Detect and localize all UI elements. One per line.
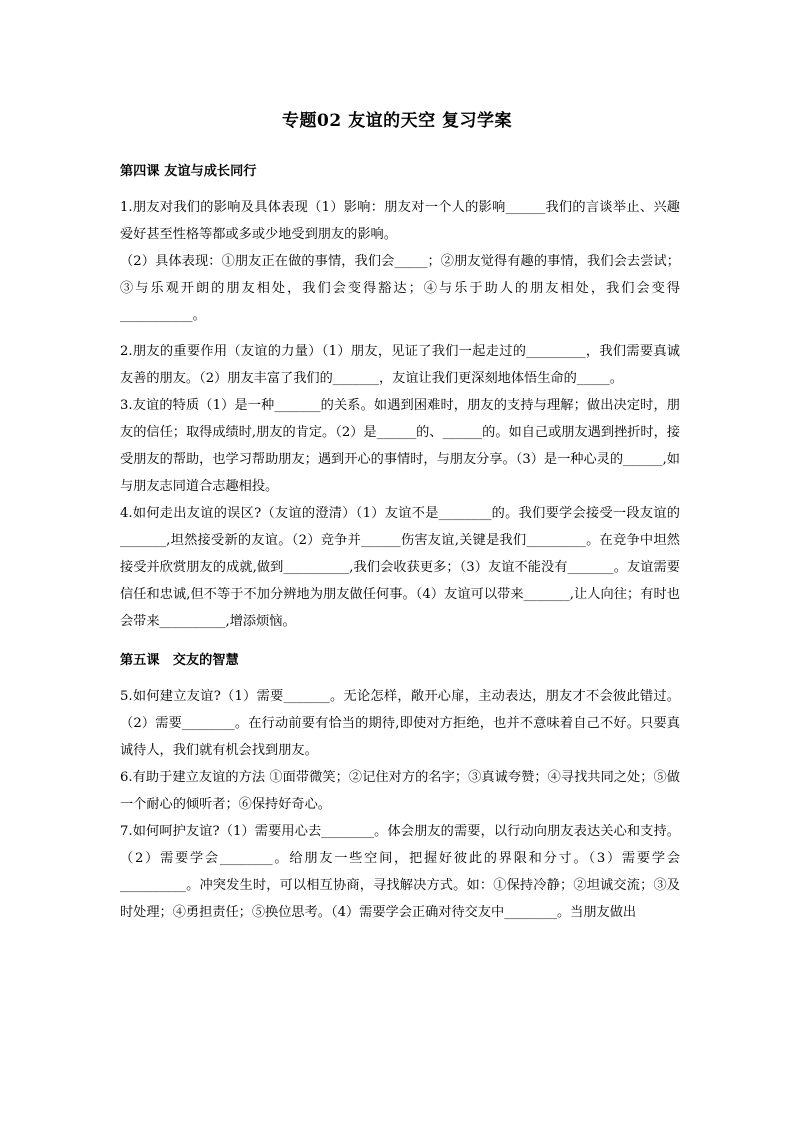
paragraph-5: 5.如何建立友谊?（1）需要_______。无论怎样，敞开心扉，主动表达，朋友才不会彼此错过。（2）需要________。在行动前要有恰当的期待,即使对方拒绝，也并不意味着自己不好。只要真诚待人，我们就有机会找到朋友。 (120, 689, 680, 758)
paragraph-1: 1.朋友对我们的影响及具体表现（1）影响：朋友对一个人的影响______我们的言谈举止、兴趣爱好甚至性格等都或多或少地受到朋友的影响。 (120, 200, 680, 242)
paragraph-4: 4.如何走出友谊的误区?（友谊的澄清）（1）友谊不是________的。我们要学会接受一段友谊的_______,坦然接受新的友谊。（2）竞争并______伤害友谊,关键是我们_________。在竞争中坦然接受并欣赏朋友的成就,做到__________,我们会收获更多；（3）友谊不能没有_______。友谊需要信任和忠诚,但不等于不加分辨地为朋友做任何事。（4）友谊可以带来_______,让人向往；有时也会带来__________,增添烦恼。 (120, 506, 680, 629)
paragraph-7: 7.如何呵护友谊?（1）需要用心去________。体会朋友的需要，以行动向朋友表达关心和支持。（2）需要学会________。给朋友一些空间，把握好彼此的界限和分寸。（3）需要学会__________。冲突发生时，可以相互协商，寻找解决方式。如：①保持冷静；②坦诚交流；③及时处理；④勇担责任；⑤换位思考。（4）需要学会正确对待交友中________。当朋友做出 (120, 824, 680, 920)
paragraph-1b: （2）具体表现：①朋友正在做的事情，我们会_____；②朋友觉得有趣的事情，我们会去尝试；③与乐观开朗的朋友相处，我们会变得豁达；④与乐于助人的朋友相处，我们会变得___________。 (120, 254, 680, 323)
lesson4-heading: 第四课 友谊与成长同行 (120, 164, 257, 179)
spacer (120, 185, 680, 194)
lesson5-heading: 第五课 交友的智慧 (120, 653, 239, 668)
document-title: 专题02 友谊的天空 复习学案 (282, 111, 512, 131)
paragraph-2: 2.朋友的重要作用（友谊的力量）（1）朋友，见证了我们一起走过的_________，我们需要真诚友善的朋友。（2）朋友丰富了我们的_______，友谊让我们更深刻地体悟生命的_____。 (120, 344, 680, 386)
paragraph-6: 6.有助于建立友谊的方法 ①面带微笑；②记住对方的名字；③真诚夸赞；④寻找共同之处；⑤做一个耐心的倾听者；⑥保持好奇心。 (120, 770, 680, 812)
paragraph-3: 3.友谊的特质（1）是一种_______的关系。如遇到困难时，朋友的支持与理解；做出决定时，朋友的信任；取得成绩时,朋友的肯定。（2）是______的、______的。如自己或朋友遇到挫折时，接受朋友的帮助，也学习帮助朋友；遇到开心的事情时，与朋友分享。（3）是一种心灵的______,如与朋友志同道合志趣相投。 (120, 398, 680, 494)
spacer (120, 635, 680, 647)
spacer (120, 329, 680, 338)
document-body (120, 158, 680, 926)
spacer (120, 674, 680, 683)
